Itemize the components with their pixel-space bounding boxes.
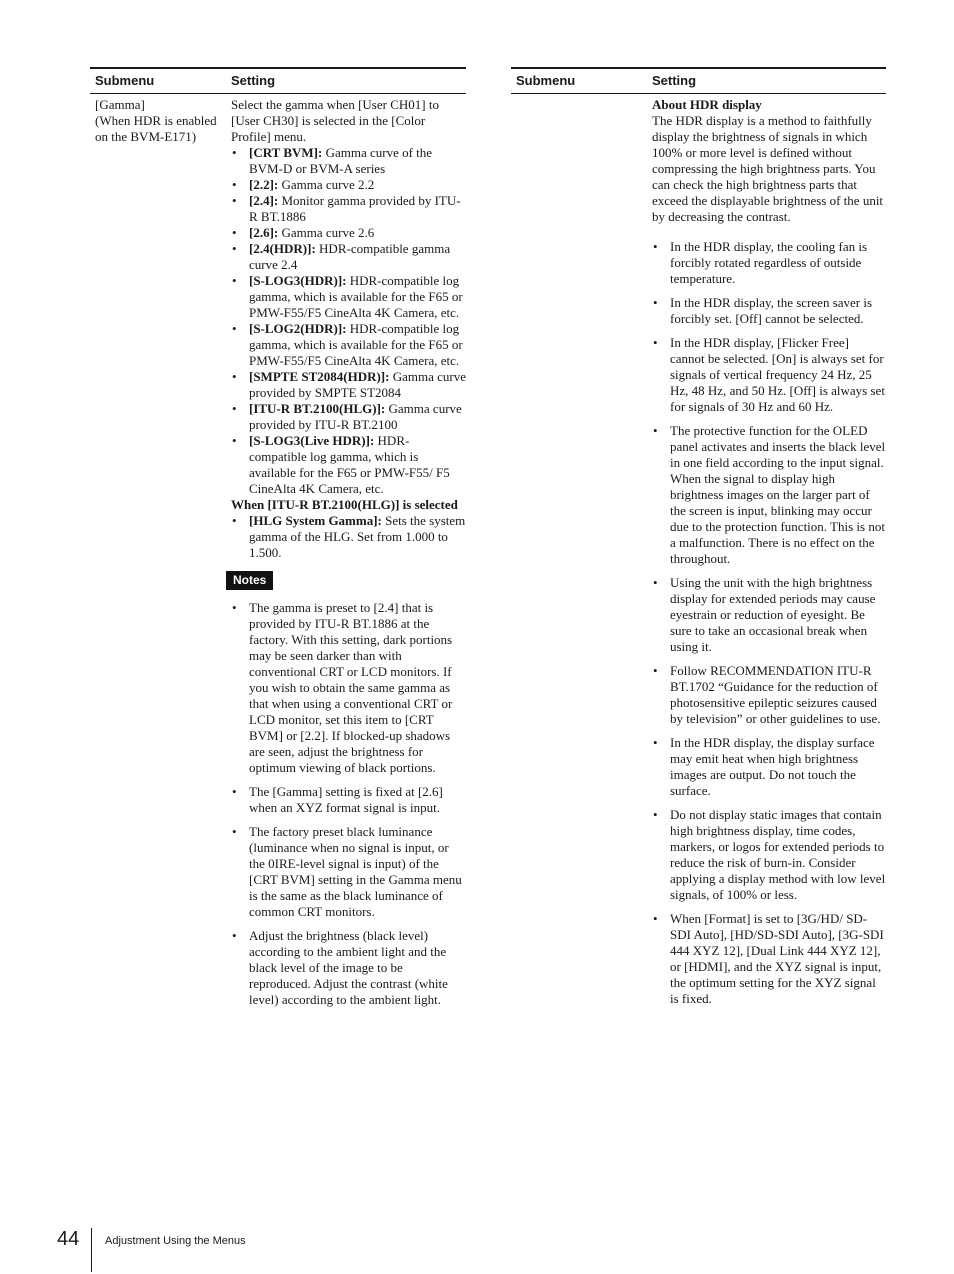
left-table [90,67,466,1016]
list-item: • [2.2]: Gamma curve 2.2 [231,177,466,193]
footer-divider [91,1228,92,1272]
header-setting: Setting [652,73,697,88]
list-item: • [2.6]: Gamma curve 2.6 [231,225,466,241]
note-item: • The gamma is preset to [2.4] that is provided by ITU-R BT.1886 at the factory. With this setting, dark portions may be seen darker than with conventional CRT or LCD monitors. If you wish to obtain the same gamma as that when using a conventional CRT or LCD monitor, set this item to [CRT BVM] or [2.2]. If blocked-up shadows are seen, adjust the brightness for optimum viewing of black portions. [231,600,466,776]
page-footer [57,1228,246,1272]
list-item: • [2.4]: Monitor gamma provided by ITU-R BT.1886 [231,193,466,225]
list-item: • Using the unit with the high brightness display for extended periods may cause eyestrain or reduction of eyesight. Be sure to take an occasional break when using it. [652,575,886,655]
list-item: • [2.4(HDR)]: HDR-compatible gamma curve 2.4 [231,241,466,273]
right-table [511,67,886,1015]
hdr-notes-list [652,239,886,1007]
list-item: • [SMPTE ST2084(HDR)]: Gamma curve provided by SMPTE ST2084 [231,369,466,401]
footer-section-title: Adjustment Using the Menus [105,1235,246,1247]
table-row [90,94,466,1016]
list-item: • [S-LOG3(Live HDR)]: HDR-compatible log gamma, which is available for the F65 or PMW-F55/ F5 CineAlta 4K Camera, etc. [231,433,466,497]
list-item: • In the HDR display, the cooling fan is forcibly rotated regardless of outside temperature. [652,239,886,287]
list-item: • [S-LOG2(HDR)]: HDR-compatible log gamma, which is available for the F65 or PMW-F55/F5 CineAlta 4K Camera, etc. [231,321,466,369]
notes-badge: Notes [226,571,273,590]
header-submenu: Submenu [95,73,155,88]
hlg-options-list [231,513,466,561]
gamma-options-list [231,145,466,497]
hdr-description: The HDR display is a method to faithfully display the brightness of signals in which 100% or more level is defined without compressing the high brightness parts. You can check the high brightness parts that exceed the displayable brightness of the unit by decreasing the contrast. [652,113,884,224]
list-item: • The protective function for the OLED panel activates and inserts the black level in one field according to the input signal. When the signal to display high brightness images on the larger part of the screen is input, blinking may occur due to the protection function. This is not a malfunction. There is no effect on the throughout. [652,423,886,567]
hdr-title: About HDR display [652,97,762,112]
list-item: • [CRT BVM]: Gamma curve of the BVM-D or BVM-A series [231,145,466,177]
list-item: • In the HDR display, [Flicker Free] cannot be selected. [On] is always set for signals of vertical frequency 24 Hz, 25 Hz, 48 Hz, and 50 Hz. [Off] is always set for signals of 30 Hz and 60 Hz. [652,335,886,415]
gamma-setting [227,97,466,1016]
header-setting: Setting [231,73,276,88]
hlg-heading: When [ITU-R BT.2100(HLG)] is selected [231,497,458,512]
note-item: • The [Gamma] setting is fixed at [2.6] when an XYZ format signal is input. [231,784,466,816]
list-item: • When [Format] is set to [3G/HD/ SD-SDI Auto], [HD/SD-SDI Auto], [3G-SDI 444 XYZ 12], [Dual Link 444 XYZ 12], or [HDMI], and the XYZ signal is input, the optimum setting for the XYZ signal is fixed. [652,911,886,1007]
list-item: • [ITU-R BT.2100(HLG)]: Gamma curve provided by ITU-R BT.2100 [231,401,466,433]
table-header [511,67,886,94]
note-item: • The factory preset black luminance (luminance when no signal is input, or the 0IRE-level signal is input) of the [CRT BVM] setting in the Gamma menu is the same as the black luminance of common CRT monitors. [231,824,466,920]
header-submenu: Submenu [516,73,576,88]
list-item: • In the HDR display, the screen saver is forcibly set. [Off] cannot be selected. [652,295,886,327]
table-row [511,94,886,1007]
hdr-setting [511,97,886,1007]
list-item: • In the HDR display, the display surface may emit heat when high brightness images are output. Do not touch the surface. [652,735,886,799]
list-item: • Do not display static images that contain high brightness display, time codes, markers, or logos for extended periods to reduce the risk of burn-in. Consider applying a display method with low level signals, of 100% or less. [652,807,886,903]
list-item: • [S-LOG3(HDR)]: HDR-compatible log gamma, which is available for the F65 or PMW-F55/F5 CineAlta 4K Camera, etc. [231,273,466,321]
submenu-gamma: [Gamma] (When HDR is enabled on the BVM-E171) [95,97,217,144]
page-number: 44 [57,1228,80,1250]
list-item: • Follow RECOMMENDATION ITU-R BT.1702 “Guidance for the reduction of photosensitive epileptic seizures caused by television” or other guidelines to use. [652,663,886,727]
notes-list [231,600,466,1008]
gamma-intro: Select the gamma when [User CH01] to [User CH30] is selected in the [Color Profile] menu. [231,97,439,144]
note-item: • Adjust the brightness (black level) according to the ambient light and the black level of the image to be reproduced. Adjust the contrast (white level) according to the ambient light. [231,928,466,1008]
table-header [90,67,466,94]
list-item: • [HLG System Gamma]: Sets the system gamma of the HLG. Set from 1.000 to 1.500. [231,513,466,561]
